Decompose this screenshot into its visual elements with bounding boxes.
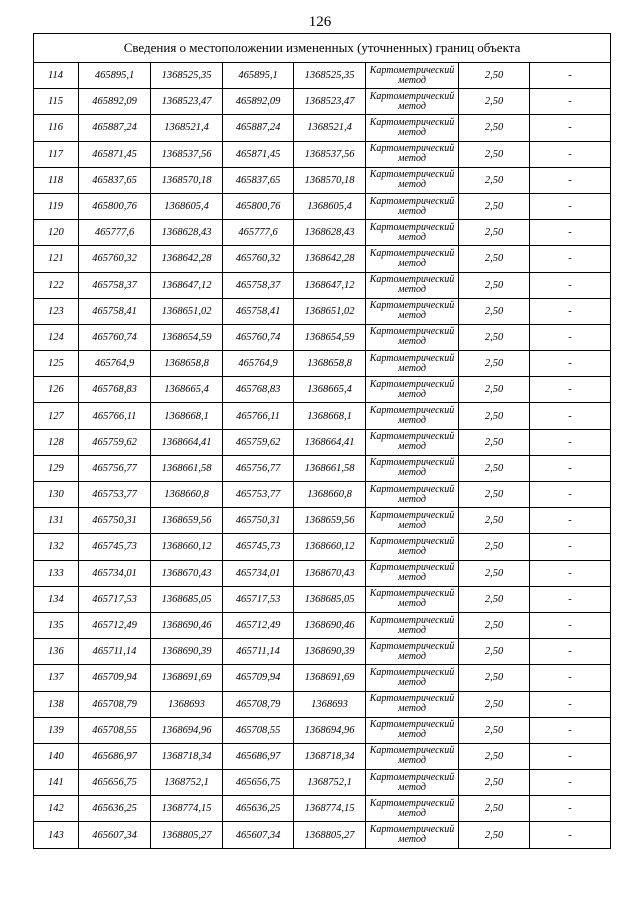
y-old-cell: 1368659,56 [151,508,223,534]
x-old-cell: 465758,37 [79,272,151,298]
y-old-cell: 1368525,35 [151,63,223,89]
x-new-cell: 465887,24 [223,115,294,141]
accuracy-cell: 2,50 [459,272,530,298]
point-number-cell: 128 [34,429,79,455]
point-number-cell: 131 [34,508,79,534]
accuracy-cell: 2,50 [459,63,530,89]
x-old-cell: 465711,14 [79,639,151,665]
accuracy-cell: 2,50 [459,455,530,481]
y-new-cell: 1368660,12 [294,534,366,560]
y-new-cell: 1368805,27 [294,822,366,848]
table-row [34,743,611,769]
accuracy-cell: 2,50 [459,403,530,429]
description-cell: - [530,691,611,717]
point-number-cell: 120 [34,220,79,246]
x-old-cell: 465800,76 [79,193,151,219]
y-new-cell: 1368668,1 [294,403,366,429]
x-old-cell: 465760,32 [79,246,151,272]
method-cell: Картометрический метод [366,770,459,796]
y-old-cell: 1368693 [151,691,223,717]
x-old-cell: 465760,74 [79,324,151,350]
method-cell: Картометрический метод [366,89,459,115]
description-cell: - [530,403,611,429]
x-old-cell: 465750,31 [79,508,151,534]
x-old-cell: 465887,24 [79,115,151,141]
y-old-cell: 1368690,46 [151,612,223,638]
table-row [34,612,611,638]
point-number-cell: 125 [34,351,79,377]
x-new-cell: 465711,14 [223,639,294,665]
description-cell: - [530,246,611,272]
table-row [34,167,611,193]
y-old-cell: 1368665,4 [151,377,223,403]
table-row [34,403,611,429]
description-cell: - [530,586,611,612]
y-old-cell: 1368651,02 [151,298,223,324]
accuracy-cell: 2,50 [459,482,530,508]
x-old-cell: 465656,75 [79,770,151,796]
y-new-cell: 1368718,34 [294,743,366,769]
y-old-cell: 1368670,43 [151,560,223,586]
y-new-cell: 1368605,4 [294,193,366,219]
table-row [34,665,611,691]
description-cell: - [530,141,611,167]
method-cell: Картометрический метод [366,429,459,455]
y-new-cell: 1368691,69 [294,665,366,691]
x-old-cell: 465717,53 [79,586,151,612]
point-number-cell: 140 [34,743,79,769]
method-cell: Картометрический метод [366,167,459,193]
accuracy-cell: 2,50 [459,717,530,743]
description-cell: - [530,796,611,822]
y-old-cell: 1368664,41 [151,429,223,455]
x-old-cell: 465764,9 [79,351,151,377]
description-cell: - [530,351,611,377]
x-old-cell: 465768,83 [79,377,151,403]
table-row [34,508,611,534]
y-new-cell: 1368642,28 [294,246,366,272]
accuracy-cell: 2,50 [459,665,530,691]
accuracy-cell: 2,50 [459,796,530,822]
point-number-cell: 127 [34,403,79,429]
point-number-cell: 119 [34,193,79,219]
y-new-cell: 1368693 [294,691,366,717]
method-cell: Картометрический метод [366,115,459,141]
description-cell: - [530,743,611,769]
x-new-cell: 465837,65 [223,167,294,193]
table-row [34,639,611,665]
description-cell: - [530,665,611,691]
x-old-cell: 465895,1 [79,63,151,89]
x-old-cell: 465756,77 [79,455,151,481]
y-old-cell: 1368774,15 [151,796,223,822]
y-old-cell: 1368660,8 [151,482,223,508]
table-row [34,89,611,115]
point-number-cell: 117 [34,141,79,167]
method-cell: Картометрический метод [366,193,459,219]
table-row [34,324,611,350]
description-cell: - [530,324,611,350]
x-new-cell: 465758,37 [223,272,294,298]
table-row [34,482,611,508]
x-old-cell: 465837,65 [79,167,151,193]
table-row [34,298,611,324]
table-row [34,141,611,167]
x-old-cell: 465892,09 [79,89,151,115]
method-cell: Картометрический метод [366,717,459,743]
point-number-cell: 137 [34,665,79,691]
description-cell: - [530,822,611,848]
description-cell: - [530,770,611,796]
method-cell: Картометрический метод [366,586,459,612]
y-old-cell: 1368654,59 [151,324,223,350]
y-old-cell: 1368805,27 [151,822,223,848]
x-old-cell: 465759,62 [79,429,151,455]
x-new-cell: 465759,62 [223,429,294,455]
method-cell: Картометрический метод [366,482,459,508]
y-new-cell: 1368664,41 [294,429,366,455]
x-new-cell: 465871,45 [223,141,294,167]
method-cell: Картометрический метод [366,298,459,324]
method-cell: Картометрический метод [366,324,459,350]
y-new-cell: 1368690,46 [294,612,366,638]
accuracy-cell: 2,50 [459,743,530,769]
y-old-cell: 1368642,28 [151,246,223,272]
y-new-cell: 1368658,8 [294,351,366,377]
table-row [34,193,611,219]
y-old-cell: 1368691,69 [151,665,223,691]
point-number-cell: 135 [34,612,79,638]
description-cell: - [530,560,611,586]
accuracy-cell: 2,50 [459,220,530,246]
description-cell: - [530,167,611,193]
point-number-cell: 136 [34,639,79,665]
accuracy-cell: 2,50 [459,298,530,324]
description-cell: - [530,115,611,141]
x-new-cell: 465760,74 [223,324,294,350]
description-cell: - [530,534,611,560]
table-row [34,717,611,743]
table-row [34,560,611,586]
accuracy-cell: 2,50 [459,612,530,638]
x-old-cell: 465777,6 [79,220,151,246]
accuracy-cell: 2,50 [459,691,530,717]
method-cell: Картометрический метод [366,272,459,298]
x-old-cell: 465636,25 [79,796,151,822]
table-row [34,246,611,272]
y-old-cell: 1368628,43 [151,220,223,246]
y-new-cell: 1368661,58 [294,455,366,481]
x-new-cell: 465745,73 [223,534,294,560]
x-new-cell: 465712,49 [223,612,294,638]
accuracy-cell: 2,50 [459,377,530,403]
y-old-cell: 1368647,12 [151,272,223,298]
accuracy-cell: 2,50 [459,770,530,796]
method-cell: Картометрический метод [366,665,459,691]
point-number-cell: 133 [34,560,79,586]
method-cell: Картометрический метод [366,377,459,403]
description-cell: - [530,429,611,455]
point-number-cell: 114 [34,63,79,89]
description-cell: - [530,89,611,115]
x-old-cell: 465745,73 [79,534,151,560]
x-new-cell: 465708,79 [223,691,294,717]
table-row [34,220,611,246]
x-new-cell: 465895,1 [223,63,294,89]
table-row [34,351,611,377]
x-new-cell: 465768,83 [223,377,294,403]
method-cell: Картометрический метод [366,246,459,272]
point-number-cell: 130 [34,482,79,508]
x-old-cell: 465709,94 [79,665,151,691]
x-old-cell: 465708,55 [79,717,151,743]
y-old-cell: 1368685,05 [151,586,223,612]
table-row [34,429,611,455]
x-new-cell: 465766,11 [223,403,294,429]
method-cell: Картометрический метод [366,822,459,848]
table-row [34,455,611,481]
x-new-cell: 465758,41 [223,298,294,324]
method-cell: Картометрический метод [366,639,459,665]
description-cell: - [530,298,611,324]
point-number-cell: 122 [34,272,79,298]
accuracy-cell: 2,50 [459,351,530,377]
description-cell: - [530,482,611,508]
table-row [34,822,611,848]
accuracy-cell: 2,50 [459,193,530,219]
y-new-cell: 1368654,59 [294,324,366,350]
y-old-cell: 1368660,12 [151,534,223,560]
y-new-cell: 1368647,12 [294,272,366,298]
x-new-cell: 465708,55 [223,717,294,743]
accuracy-cell: 2,50 [459,534,530,560]
y-new-cell: 1368570,18 [294,167,366,193]
x-new-cell: 465764,9 [223,351,294,377]
y-new-cell: 1368685,05 [294,586,366,612]
method-cell: Картометрический метод [366,691,459,717]
x-new-cell: 465777,6 [223,220,294,246]
method-cell: Картометрический метод [366,403,459,429]
x-old-cell: 465766,11 [79,403,151,429]
table-row [34,115,611,141]
accuracy-cell: 2,50 [459,115,530,141]
description-cell: - [530,455,611,481]
description-cell: - [530,508,611,534]
x-old-cell: 465607,34 [79,822,151,848]
description-cell: - [530,717,611,743]
description-cell: - [530,612,611,638]
point-number-cell: 134 [34,586,79,612]
accuracy-cell: 2,50 [459,586,530,612]
x-old-cell: 465758,41 [79,298,151,324]
point-number-cell: 124 [34,324,79,350]
accuracy-cell: 2,50 [459,89,530,115]
y-new-cell: 1368651,02 [294,298,366,324]
x-new-cell: 465636,25 [223,796,294,822]
method-cell: Картометрический метод [366,455,459,481]
point-number-cell: 121 [34,246,79,272]
table-row [34,272,611,298]
y-old-cell: 1368661,58 [151,455,223,481]
y-old-cell: 1368668,1 [151,403,223,429]
y-old-cell: 1368694,96 [151,717,223,743]
description-cell: - [530,63,611,89]
table-row [34,770,611,796]
accuracy-cell: 2,50 [459,167,530,193]
point-number-cell: 118 [34,167,79,193]
point-number-cell: 141 [34,770,79,796]
x-old-cell: 465753,77 [79,482,151,508]
y-new-cell: 1368523,47 [294,89,366,115]
y-new-cell: 1368665,4 [294,377,366,403]
x-new-cell: 465734,01 [223,560,294,586]
description-cell: - [530,193,611,219]
method-cell: Картометрический метод [366,220,459,246]
y-old-cell: 1368752,1 [151,770,223,796]
x-new-cell: 465760,32 [223,246,294,272]
y-new-cell: 1368537,56 [294,141,366,167]
x-new-cell: 465607,34 [223,822,294,848]
table-row [34,691,611,717]
x-new-cell: 465800,76 [223,193,294,219]
accuracy-cell: 2,50 [459,560,530,586]
method-cell: Картометрический метод [366,612,459,638]
page-number: 126 [308,14,332,30]
y-new-cell: 1368694,96 [294,717,366,743]
x-old-cell: 465708,79 [79,691,151,717]
method-cell: Картометрический метод [366,63,459,89]
accuracy-cell: 2,50 [459,324,530,350]
accuracy-cell: 2,50 [459,508,530,534]
method-cell: Картометрический метод [366,796,459,822]
point-number-cell: 143 [34,822,79,848]
table-row [34,377,611,403]
description-cell: - [530,639,611,665]
x-new-cell: 465686,97 [223,743,294,769]
description-cell: - [530,377,611,403]
y-old-cell: 1368521,4 [151,115,223,141]
point-number-cell: 123 [34,298,79,324]
method-cell: Картометрический метод [366,508,459,534]
y-new-cell: 1368525,35 [294,63,366,89]
x-old-cell: 465871,45 [79,141,151,167]
method-cell: Картометрический метод [366,743,459,769]
accuracy-cell: 2,50 [459,822,530,848]
method-cell: Картометрический метод [366,351,459,377]
description-cell: - [530,272,611,298]
table-row [34,796,611,822]
x-old-cell: 465712,49 [79,612,151,638]
y-old-cell: 1368523,47 [151,89,223,115]
y-new-cell: 1368628,43 [294,220,366,246]
table-row [34,586,611,612]
y-old-cell: 1368570,18 [151,167,223,193]
x-new-cell: 465753,77 [223,482,294,508]
y-new-cell: 1368774,15 [294,796,366,822]
y-old-cell: 1368605,4 [151,193,223,219]
point-number-cell: 115 [34,89,79,115]
point-number-cell: 139 [34,717,79,743]
point-number-cell: 132 [34,534,79,560]
point-number-cell: 138 [34,691,79,717]
x-new-cell: 465756,77 [223,455,294,481]
x-new-cell: 465717,53 [223,586,294,612]
accuracy-cell: 2,50 [459,246,530,272]
y-old-cell: 1368658,8 [151,351,223,377]
boundary-table [33,33,611,849]
accuracy-cell: 2,50 [459,141,530,167]
accuracy-cell: 2,50 [459,639,530,665]
y-new-cell: 1368659,56 [294,508,366,534]
table-title-row [34,34,611,63]
y-old-cell: 1368718,34 [151,743,223,769]
x-new-cell: 465656,75 [223,770,294,796]
method-cell: Картометрический метод [366,560,459,586]
table-title: Сведения о местоположении измененных (уточненных) границ объекта [34,34,611,63]
point-number-cell: 129 [34,455,79,481]
point-number-cell: 126 [34,377,79,403]
y-new-cell: 1368690,39 [294,639,366,665]
y-new-cell: 1368660,8 [294,482,366,508]
accuracy-cell: 2,50 [459,429,530,455]
x-old-cell: 465734,01 [79,560,151,586]
y-new-cell: 1368752,1 [294,770,366,796]
y-old-cell: 1368690,39 [151,639,223,665]
description-cell: - [530,220,611,246]
x-new-cell: 465750,31 [223,508,294,534]
x-new-cell: 465892,09 [223,89,294,115]
point-number-cell: 142 [34,796,79,822]
y-new-cell: 1368670,43 [294,560,366,586]
method-cell: Картометрический метод [366,534,459,560]
method-cell: Картометрический метод [366,141,459,167]
x-new-cell: 465709,94 [223,665,294,691]
y-old-cell: 1368537,56 [151,141,223,167]
x-old-cell: 465686,97 [79,743,151,769]
y-new-cell: 1368521,4 [294,115,366,141]
table-row [34,534,611,560]
point-number-cell: 116 [34,115,79,141]
table-row [34,63,611,89]
